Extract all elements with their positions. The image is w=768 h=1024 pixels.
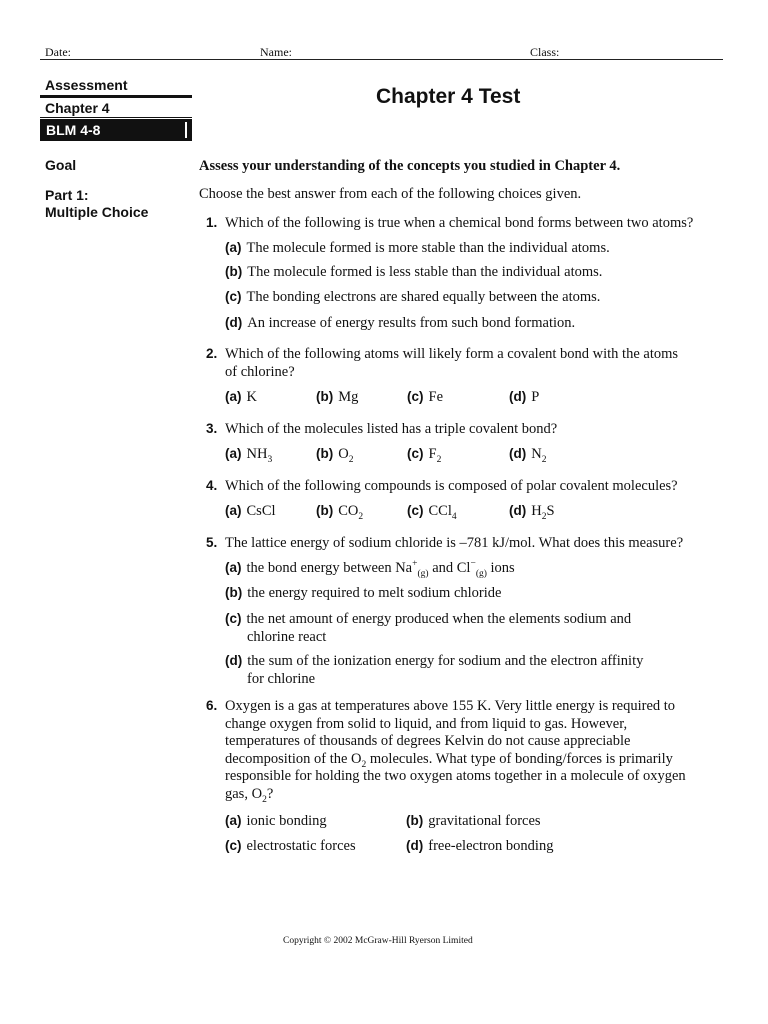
chapter-label: Chapter 4: [45, 100, 110, 116]
option-label: (a): [225, 446, 242, 461]
instructions-text: Choose the best answer from each of the following choices given.: [199, 186, 582, 202]
formula: [428, 446, 442, 465]
formula: [531, 446, 547, 465]
option-text: free-electron bonding: [428, 838, 554, 854]
charge-superscript: −: [470, 559, 476, 570]
question-1-option-a: [225, 240, 610, 257]
question-4-option-d: [509, 503, 555, 520]
formula: [246, 446, 273, 465]
formula-base: O: [338, 446, 349, 462]
formula-subscript: 4: [451, 511, 457, 522]
option-text: P: [531, 389, 540, 405]
option-label: (c): [407, 503, 424, 518]
question-2-option-a: [225, 389, 257, 406]
question-3-option-a: [225, 446, 272, 463]
question-1-option-c: [225, 289, 600, 306]
copyright-notice: Copyright © 2002 McGraw-Hill Ryerson Limited: [283, 936, 473, 946]
question-5-option-c: [225, 610, 631, 646]
part1-heading: Part 1:: [45, 187, 89, 203]
option-label: (d): [509, 446, 527, 461]
question-6-line: responsible for holding the two oxygen atoms together in a molecule of oxygen: [225, 768, 686, 784]
option-label: (d): [406, 838, 424, 853]
part1-subheading: Multiple Choice: [45, 204, 149, 220]
option-label: (a): [225, 813, 242, 828]
option-text: ions: [486, 560, 515, 576]
question-6-text: [225, 698, 686, 803]
option-label: (b): [316, 446, 334, 461]
formula-subscript: 2: [541, 454, 547, 465]
option-text-continued: for chlorine: [247, 670, 316, 687]
option-text: ionic bonding: [246, 813, 327, 829]
question-3-text: Which of the molecules listed has a triple covalent bond?: [225, 421, 558, 437]
assessment-rule: [40, 95, 192, 98]
question-4-number: 4.: [206, 478, 218, 493]
option-label: (a): [225, 389, 242, 404]
formula-base: F: [428, 446, 437, 462]
option-label: (b): [316, 389, 334, 404]
question-2-number: 2.: [206, 346, 218, 361]
blm-label: BLM 4-8: [46, 122, 101, 138]
option-text: and Cl: [428, 560, 471, 576]
question-5-text: The lattice energy of sodium chloride is –781 kJ/mol. What does this measure?: [225, 535, 684, 551]
chapter-rule: [40, 117, 192, 118]
question-6-option-b: [406, 813, 541, 830]
question-3-option-b: [316, 446, 353, 463]
question-1-option-b: [225, 264, 602, 281]
question-2-option-d: [509, 389, 539, 406]
question-2-line-2: of chlorine?: [225, 363, 295, 380]
text-part: gas, O: [225, 785, 263, 802]
goal-text: Assess your understanding of the concepts you studied in Chapter 4.: [199, 158, 621, 174]
text-part: molecules. What type of bonding/forces is primarily: [366, 750, 673, 767]
option-label: (b): [225, 264, 243, 279]
option-label: (b): [316, 503, 334, 518]
formula-subscript: 2: [348, 454, 354, 465]
option-text: The molecule formed is less stable than the individual atoms.: [247, 264, 603, 280]
option-label: (a): [225, 240, 242, 255]
option-label: (c): [407, 389, 424, 404]
question-3-number: 3.: [206, 421, 218, 436]
formula-subscript: 3: [267, 454, 273, 465]
option-label: (c): [225, 289, 242, 304]
question-6-option-c: [225, 838, 356, 855]
blm-badge: [40, 119, 192, 141]
class-label: Class:: [530, 45, 560, 59]
option-text: gravitational forces: [428, 813, 541, 829]
question-6-line: [225, 751, 686, 769]
option-label: (b): [225, 585, 243, 600]
question-6-line: temperatures of thousands of degrees Kelvin do not cause appreciable: [225, 733, 631, 749]
question-4-option-a: [225, 503, 276, 520]
question-2-text: [225, 346, 678, 381]
formula-base: CO: [338, 503, 359, 519]
question-1-number: 1.: [206, 215, 218, 230]
option-label: (c): [225, 611, 242, 626]
question-4-option-c: [407, 503, 457, 520]
question-6-line: change oxygen from solid to liquid, and from liquid to gas. However,: [225, 715, 628, 732]
question-4-option-b: [316, 503, 363, 520]
option-text: An increase of energy results from such bond formation.: [247, 315, 576, 331]
question-5-number: 5.: [206, 535, 218, 550]
state-subscript: (g): [417, 568, 429, 579]
date-label: Date:: [45, 45, 71, 59]
question-3-option-c: [407, 446, 441, 463]
formula-base: N: [531, 446, 542, 462]
question-1-option-d: [225, 315, 575, 332]
question-2-option-b: [316, 389, 358, 406]
option-label: (c): [225, 838, 242, 853]
option-label: (d): [225, 653, 243, 668]
blm-bar: [185, 122, 187, 138]
formula: [428, 503, 457, 522]
option-text: The bonding electrons are shared equally between the atoms.: [246, 289, 601, 305]
option-text: the sum of the ionization energy for sodium and the electron affinity: [247, 653, 644, 669]
option-label: (c): [407, 446, 424, 461]
text-part: ?: [266, 785, 274, 802]
option-text-continued: chlorine react: [247, 628, 327, 645]
option-label: (d): [225, 315, 243, 330]
option-text: The molecule formed is more stable than the individual atoms.: [246, 240, 610, 256]
formula-subscript: 2: [436, 454, 442, 465]
question-6-number: 6.: [206, 698, 218, 713]
question-2-option-c: [407, 389, 443, 406]
question-5-option-d: [225, 652, 643, 688]
goal-heading: Goal: [45, 157, 77, 173]
option-text: the net amount of energy produced when the elements sodium and: [246, 611, 632, 627]
formula-subscript: 2: [358, 511, 364, 522]
option-label: (d): [509, 503, 527, 518]
formula-subscript: 2: [262, 794, 267, 805]
question-5-option-b: [225, 585, 501, 602]
option-text: electrostatic forces: [246, 838, 356, 854]
question-2-line-1: Which of the following atoms will likely form a covalent bond with the atoms: [225, 346, 679, 362]
assessment-label: Assessment: [45, 77, 128, 93]
formula-base: CCl: [428, 503, 452, 519]
question-6-line: [225, 786, 686, 804]
option-label: (a): [225, 503, 242, 518]
header-rule: [40, 59, 723, 60]
option-label: (a): [225, 560, 242, 575]
formula-part: H: [531, 503, 542, 519]
question-6-option-d: [406, 838, 553, 855]
formula: [338, 503, 364, 522]
option-text: Mg: [338, 389, 359, 405]
question-1-text: Which of the following is true when a chemical bond forms between two atoms?: [225, 215, 694, 231]
formula-subscript: 2: [541, 511, 547, 522]
formula-subscript: 2: [361, 759, 367, 770]
question-4-text: Which of the following compounds is composed of polar covalent molecules?: [225, 478, 678, 494]
state-subscript: (g): [475, 568, 487, 579]
option-text: Fe: [428, 389, 443, 405]
formula: [531, 503, 555, 522]
question-5-option-a: [225, 560, 515, 577]
page-title: Chapter 4 Test: [376, 85, 521, 108]
option-label: (d): [509, 389, 527, 404]
formula-base: NH: [246, 446, 268, 462]
question-6-line: Oxygen is a gas at temperatures above 155 K. Very little energy is required to: [225, 698, 676, 714]
formula: [338, 446, 354, 465]
option-label: (b): [406, 813, 424, 828]
option-text: the bond energy between Na: [246, 560, 413, 576]
formula-part: S: [546, 503, 555, 519]
option-text: the energy required to melt sodium chloride: [247, 585, 502, 601]
question-3-option-d: [509, 446, 546, 463]
charge-superscript: +: [412, 559, 418, 570]
option-text: CsCl: [246, 503, 276, 519]
question-6-option-a: [225, 813, 327, 830]
name-label: Name:: [260, 45, 292, 59]
text-part: decomposition of the O: [225, 750, 362, 767]
option-text: K: [246, 389, 257, 405]
